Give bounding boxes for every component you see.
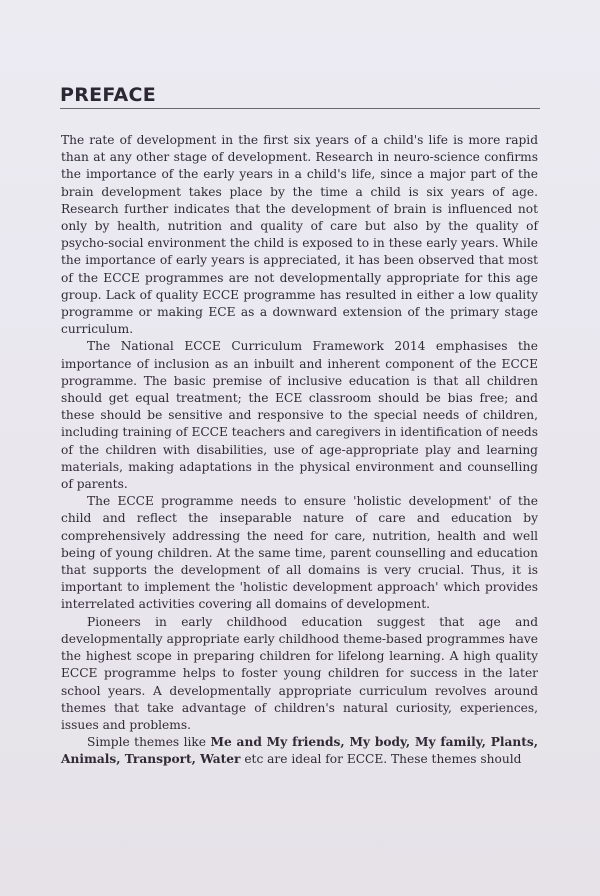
paragraph-1: The rate of development in the first six years of a child's life is more rapid than at any other stage of development. Research in neuro-science confirms the importance of the early years in a child's life, since a major part of the brain development takes place by the time a child is six years of age. Research further indicates that the development of brain is influenced not only by health, nutrition and quality of care but also by the quality of psycho-social environment the child is exposed to in these early years. While the importance of early years is appreciated, it has been observed that most of the ECCE programmes are not developmentally appropriate for this age group. Lack of quality ECCE programme has resulted in either a low quality programme or making ECE as a downward extension of the primary stage curriculum. <box>61 133 538 337</box>
paragraph-5 <box>61 734 538 768</box>
page-heading: PREFACE <box>60 84 157 106</box>
paragraph-3: The ECCE programme needs to ensure 'holistic development' of the child and reflect the inseparable nature of care and education by comprehensively addressing the need for care, nutrition, health and well being of young children. At the same time, parent counselling and education that supports the development of all domains is very crucial. Thus, it is important to implement the 'holistic development approach' which provides interrelated activities covering all domains of development. <box>61 494 538 612</box>
paragraph-4: Pioneers in early childhood education suggest that age and developmentally appropriate early childhood theme-based programmes have the highest scope in preparing children for lifelong learning. A high quality ECCE programme helps to foster young children for success in the later school years. A developmentally appropriate curriculum revolves around themes that take advantage of children's natural curiosity, experiences, issues and problems. <box>61 614 538 732</box>
preface-body <box>61 132 538 769</box>
paragraph-2: The National ECCE Curriculum Framework 2014 emphasises the importance of inclusion as an inbuilt and inherent component of the ECCE programme. The basic premise of inclusive education is that all children should get equal treatment; the ECE classroom should be bias free; and these should be sensitive and responsive to the special needs of children, including training of ECCE teachers and caregivers in identification of needs of the children with disabilities, use of age-appropriate play and learning materials, making adaptations in the physical environment and counselling of parents. <box>61 339 538 492</box>
paragraph-5-suffix: etc are ideal for ECCE. These themes should <box>240 752 522 767</box>
paragraph-5-prefix: Simple themes like <box>87 735 211 750</box>
heading-rule <box>60 108 540 109</box>
paragraph-5-themes: Me and My friends, My body, My family, Plants, Animals, Transport, Water <box>61 735 538 767</box>
